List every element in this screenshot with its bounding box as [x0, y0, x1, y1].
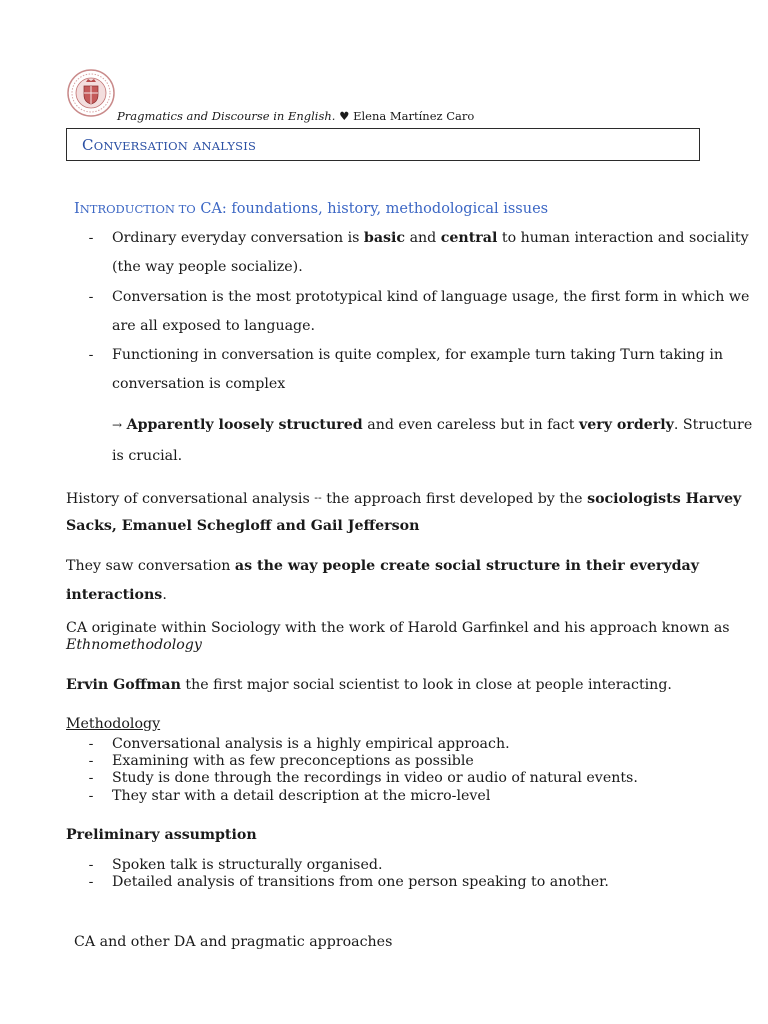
list-item: Conversation is the most prototypical kind of language usage, the first form in which we	[112, 289, 750, 305]
intro-heading: INTRODUCTION TO CA: foundations, history, methodological issues	[74, 201, 549, 217]
arrow-note: → Apparently loosely structured and even careless but in fact very orderly. Structure	[112, 417, 753, 433]
list-item-continuation: conversation is complex	[112, 376, 286, 392]
bullet-dash: -	[88, 753, 94, 769]
bullet-dash: -	[88, 788, 94, 804]
bullet-dash: -	[88, 289, 94, 305]
heart-icon: ♥	[339, 109, 350, 123]
list-item: Conversational analysis is a highly empirical approach.	[112, 736, 510, 752]
running-header	[117, 109, 474, 123]
university-seal-logo	[66, 68, 116, 118]
methodology-heading: Methodology	[66, 716, 161, 732]
course-name: Pragmatics and Discourse in English.	[117, 109, 336, 123]
origin-paragraph: CA originate within Sociology with the work of Harold Garfinkel and his approach known as	[66, 620, 730, 636]
ethnomethodology-term: Ethnomethodology	[66, 637, 202, 653]
bullet-dash: -	[88, 347, 94, 363]
list-item: They star with a detail description at the micro-level	[112, 788, 491, 804]
arrow-note-continuation: is crucial.	[112, 448, 183, 464]
history-paragraph-continuation: Sacks, Emanuel Schegloff and Gail Jefferson	[66, 518, 420, 534]
arrow-right-icon: →	[112, 418, 123, 432]
goffman-paragraph: Ervin Goffman the first major social scientist to look in close at people interacting.	[66, 677, 672, 693]
author-name: Elena Martínez Caro	[353, 109, 475, 123]
section-line: CA and other DA and pragmatic approaches	[74, 934, 393, 950]
bullet-dash: -	[88, 770, 94, 786]
saw-paragraph: They saw conversation as the way people create social structure in their everyday	[66, 558, 699, 574]
preliminary-heading: Preliminary assumption	[66, 827, 257, 843]
list-item-continuation: (the way people socialize).	[112, 259, 303, 275]
bullet-dash: -	[88, 230, 94, 246]
history-paragraph: History of conversational analysis -- the approach first developed by the sociologists Harvey	[66, 491, 742, 507]
bullet-dash: -	[88, 857, 94, 873]
list-item: Functioning in conversation is quite complex, for example turn taking Turn taking in	[112, 347, 724, 363]
list-item: Spoken talk is structurally organised.	[112, 857, 383, 873]
list-item-continuation: are all exposed to language.	[112, 318, 316, 334]
bullet-dash: -	[88, 736, 94, 752]
list-item: Examining with as few preconceptions as possible	[112, 753, 474, 769]
bullet-dash: -	[88, 874, 94, 890]
page-title: CONVERSATION ANALYSIS	[82, 136, 257, 154]
saw-paragraph-continuation: interactions.	[66, 587, 167, 603]
list-item: Ordinary everyday conversation is basic and central to human interaction and sociality	[112, 230, 749, 246]
list-item: Detailed analysis of transitions from one person speaking to another.	[112, 874, 609, 890]
title-box	[66, 128, 700, 161]
list-item: Study is done through the recordings in video or audio of natural events.	[112, 770, 638, 786]
